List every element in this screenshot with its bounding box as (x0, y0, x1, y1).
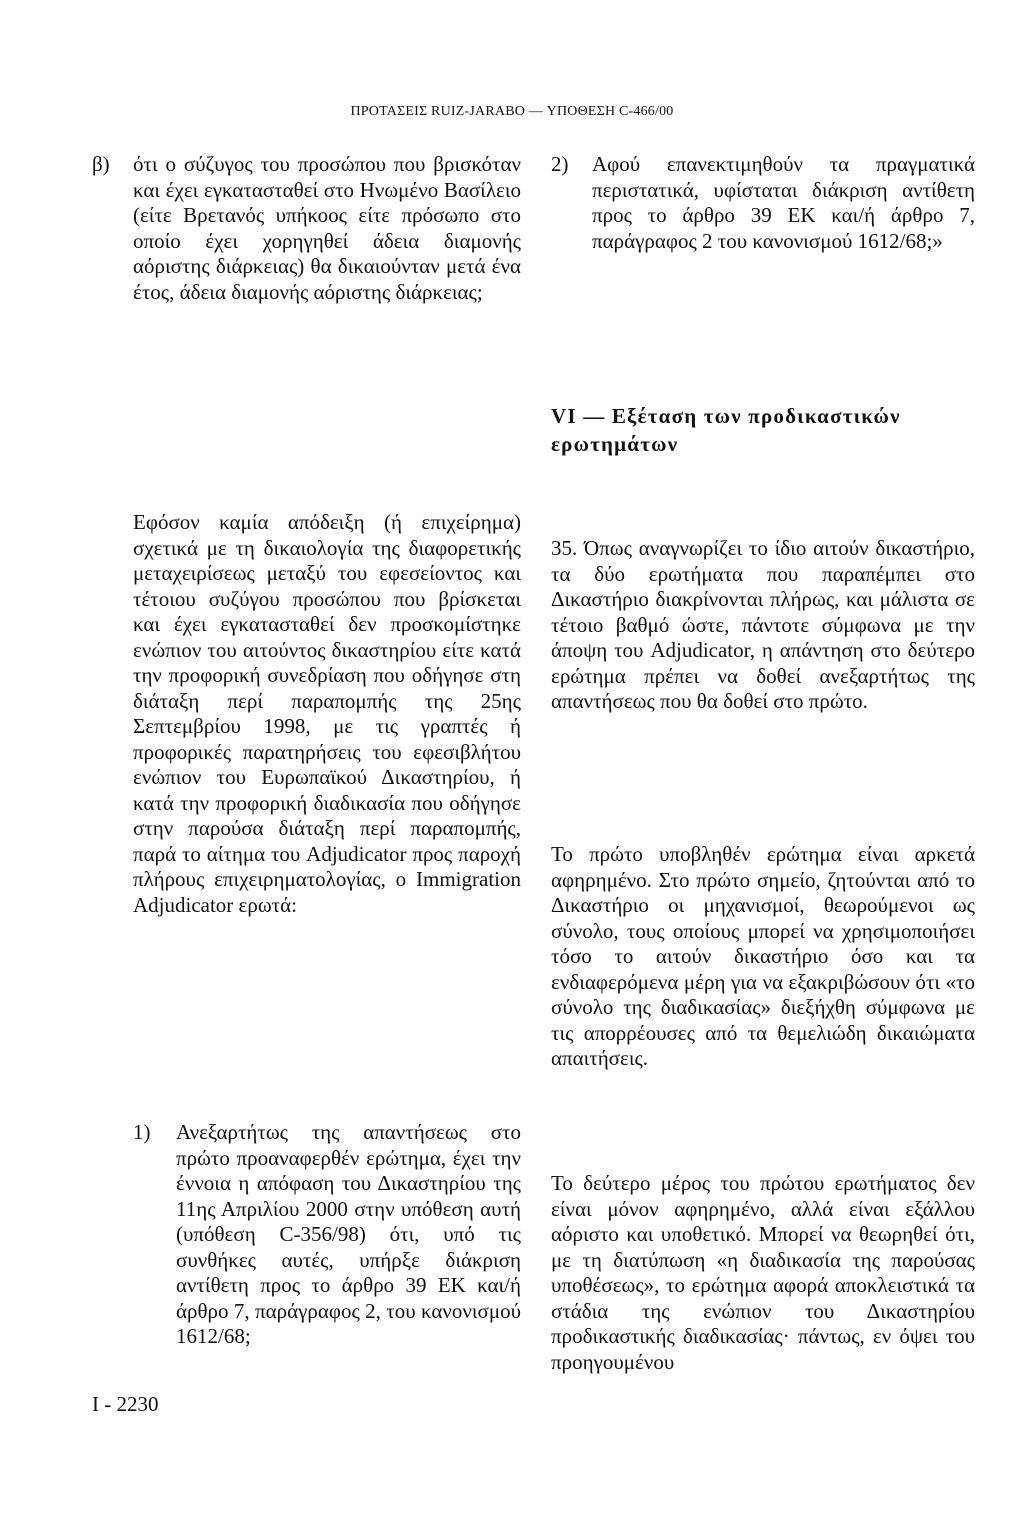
intro-paragraph: Εφόσον καμία απόδειξη (ή επιχείρημα) σχετικά με τη δικαιολογία της διαφορετικής μεταχειρίσεως μεταξύ του εφεσείοντος και τέτοιου συζύγου προσώπου που βρίσκεται και έχει εγκατασταθεί δεν προσκομίστηκε ενώπιον του αιτούντος δικαστηρίου είτε κατά την προφορική συνεδρίαση που οδήγησε στη διάταξη περί παραπομπής της 25ης Σεπτεμβρίου 1998, με τις γραπτές ή προφορικές παρατηρήσεις του εφεσιβλήτου ενώπιον του Ευρωπαϊκού Δικαστηρίου, ή κατά την προφορική διαδικασία που οδήγησε στην παρούσα διάταξη περί παραπομπής, παρά το αίτημα του Adjudicator προς παροχή πλήρους επιχειρηματολογίας, ο Immigration Adjudicator ερωτά: (133, 510, 521, 917)
paragraph-second-part: Το δεύτερο μέρος του πρώτου ερωτήματος δεν είναι μόνον αφηρημένο, αλλά είναι εξάλλου αόριστο και υποθετικό. Μπορεί να θεωρηθεί ότι, με τη διατύπωση «η διαδικασία της παρούσας υποθέσεως», το ερώτημα αφορά αποκλειστικά τα στάδια της ενώπιον του Δικαστηρίου προδικαστικής διαδικασίας· πάντως, εν όψει του προηγουμένου (551, 1171, 975, 1374)
question-1-marker: 1) (133, 1120, 151, 1144)
question-1-text: Ανεξαρτήτως της απαντήσεως στο πρώτο προαναφερθέν ερώτημα, έχει την έννοια η απόφαση του Δικαστηρίου της 11ης Απριλίου 2000 στην υπόθεση αυτή (υπόθεση C-356/98) ότι, υπό τις συνθήκες αυτές, υπήρξε διάκριση αντίθετη προς το άρθρο 39 ΕΚ και/ή άρθρο 7, παράγραφος 2, του κανονισμού 1612/68; (176, 1120, 521, 1348)
item-b-marker: β) (92, 152, 110, 176)
page-number: I - 2230 (92, 1392, 159, 1416)
section-heading: VI — Εξέταση των προδικαστικών ερωτημάτων (551, 404, 901, 456)
paragraph-35: 35. Όπως αναγνωρίζει το ίδιο αιτούν δικαστήριο, τα δύο ερωτήματα που παραπέμπει στο Δικαστήριο διακρίνονται πλήρως, και μάλιστα σε τέτοιο βαθμό ώστε, πάντοτε σύμφωνα με την άποψη του Adjudicator, η απάντηση στο δεύτερο ερώτημα πρέπει να δοθεί ανεξαρτήτως της απαντήσεως που θα δοθεί στο πρώτο. (551, 536, 975, 713)
item-b-text: ότι ο σύζυγος του προσώπου που βρισκόταν και έχει εγκατασταθεί στο Ηνωμένο Βασίλειο (είτε Βρετανός υπήκοος είτε πρόσωπο στο οποίο έχει χορηγηθεί άδεια διαμονής αόριστης διάρκειας) θα δικαιούνταν μετά ένα έτος, άδεια διαμονής αόριστης διάρκειας; (133, 152, 521, 304)
paragraph-abstract: Το πρώτο υποβληθέν ερώτημα είναι αρκετά αφηρημένο. Στο πρώτο σημείο, ζητούνται από το Δικαστήριο οι μηχανισμοί, θεωρούμενοι ως σύνολο, τους οποίους μπορεί να χρησιμοποιήσει τόσο το αιτούν δικαστήριο όσο και τα ενδιαφερόμενα μέρη για να εξακριβώσουν ότι «το σύνολο της διαδικασίας» διεξήχθη σύμφωνα με τις απορρέουσες από τα θεμελιώδη δικαιώματα απαιτήσεις. (551, 842, 975, 1070)
question-2-marker: 2) (551, 152, 569, 176)
question-2-text: Αφού επανεκτιμηθούν τα πραγματικά περιστατικά, υφίσταται διάκριση αντίθετη προς το άρθρο 39 ΕΚ και/ή άρθρο 7, παράγραφος 2 του κανονισμού 1612/68;» (592, 152, 975, 253)
running-header: ΠΡΟΤΑΣΕΙΣ RUIZ-JARABO — ΥΠΟΘΕΣΗ C-466/00 (350, 104, 674, 119)
